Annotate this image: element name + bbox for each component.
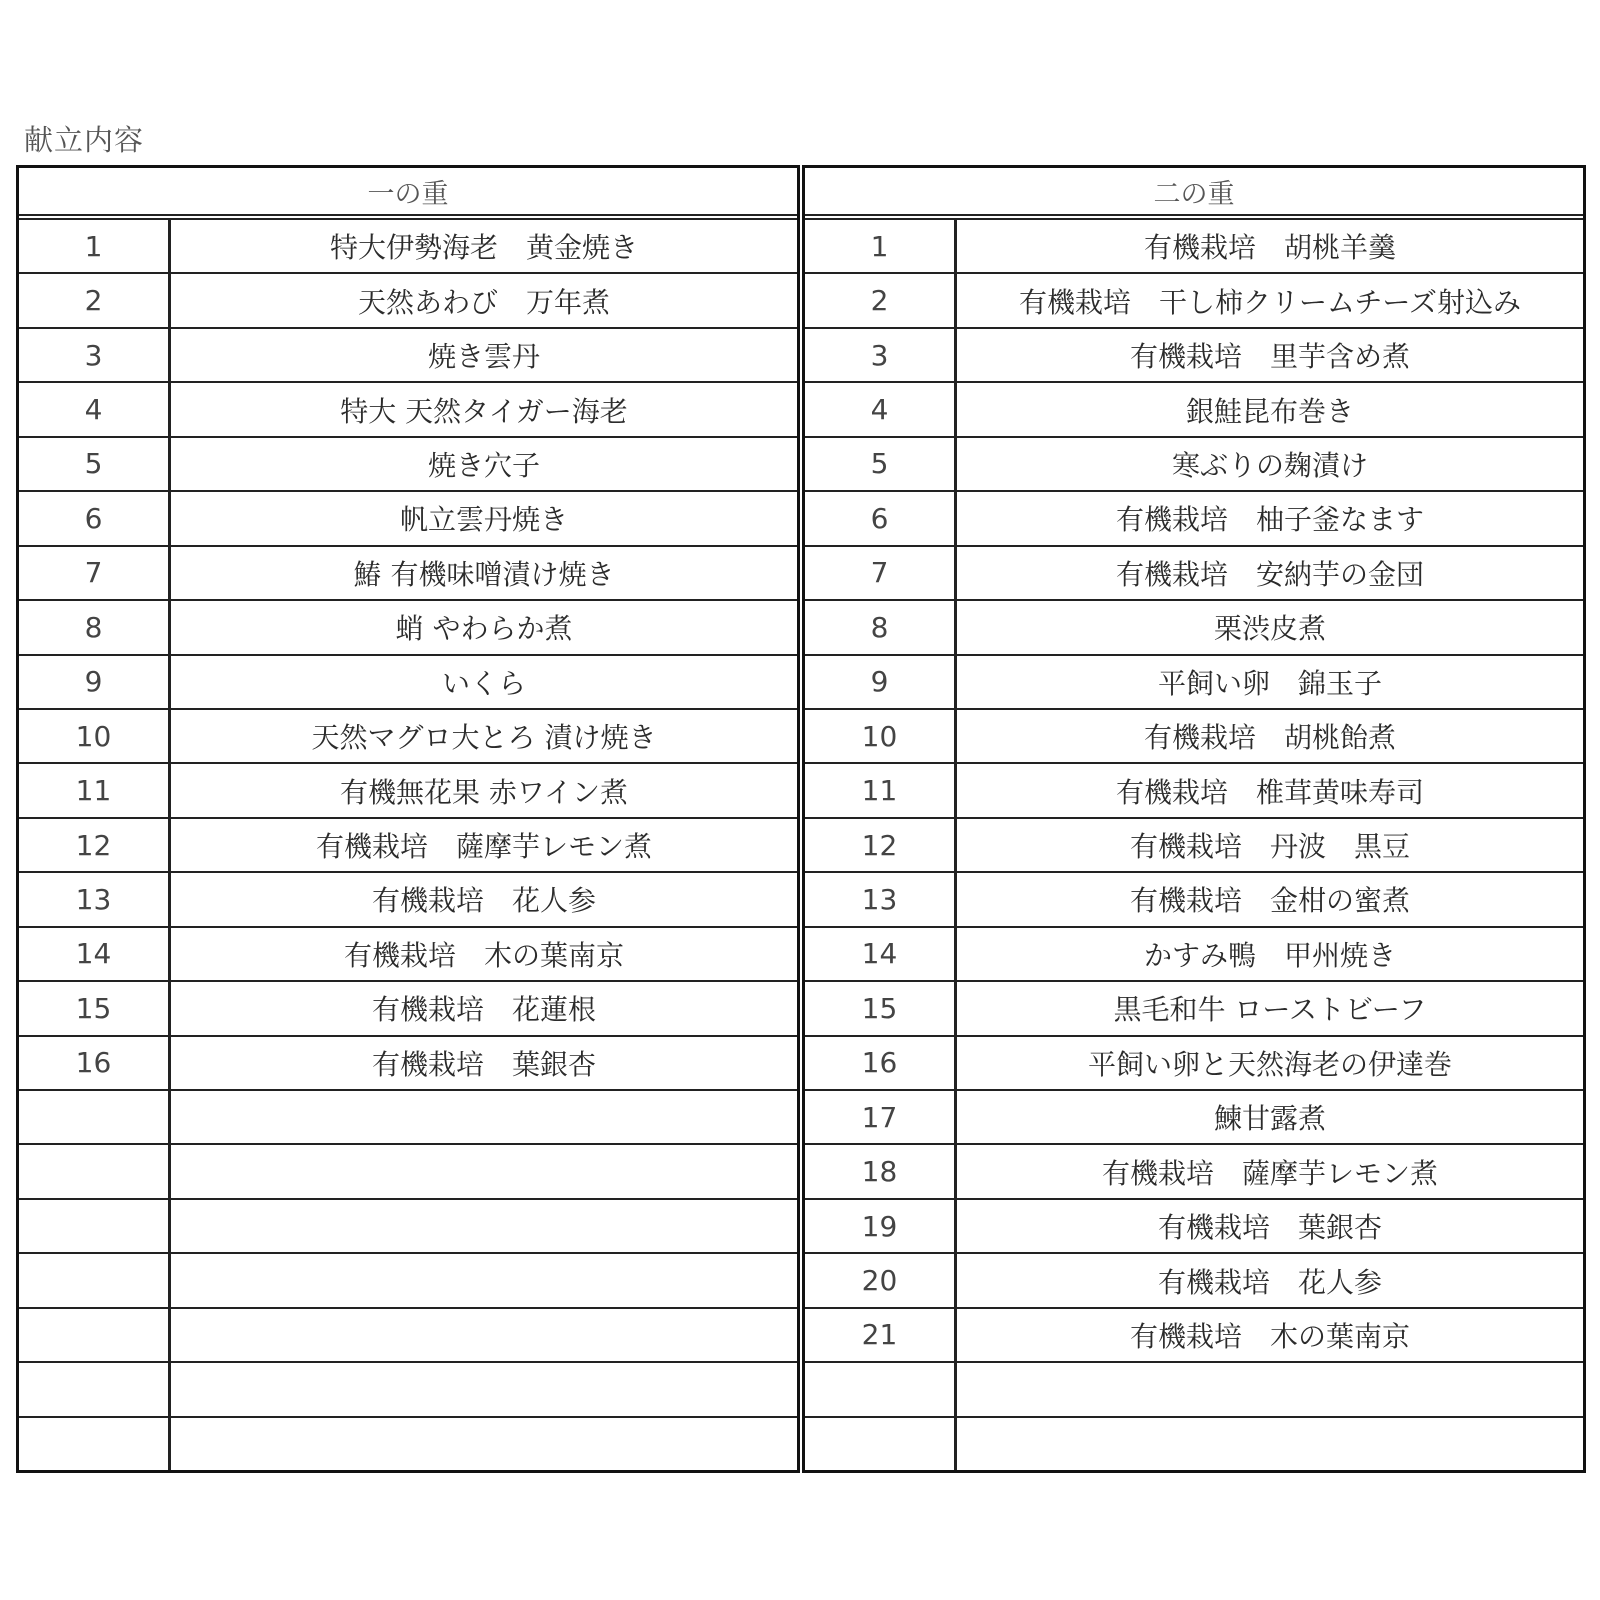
dish-name: 帆立雲丹焼き	[399, 503, 568, 537]
item-number: 10	[805, 710, 957, 762]
dish-name: 有機栽培 丹波 黒豆	[1129, 830, 1410, 864]
item-number: 15	[19, 982, 171, 1034]
tier-2-rows	[805, 220, 1583, 1470]
item-number: 6	[19, 492, 171, 544]
item-number: 16	[805, 1037, 957, 1089]
table-row	[805, 764, 1583, 818]
dish-name	[171, 1363, 797, 1415]
table-row	[19, 764, 797, 818]
tier-1-rows	[19, 220, 797, 1470]
dish-name	[171, 1418, 797, 1470]
item-number	[19, 1309, 171, 1361]
item-number: 13	[805, 873, 957, 925]
dish-name: 天然あわび 万年煮	[357, 285, 610, 319]
item-number: 2	[805, 274, 957, 326]
item-number: 6	[805, 492, 957, 544]
dish-name: 蛸 やわらか煮	[395, 612, 573, 646]
table-row	[19, 710, 797, 764]
table-row	[805, 656, 1583, 710]
dish-name: 有機栽培 薩摩芋レモン煮	[315, 830, 652, 864]
dish-name: 有機栽培 胡桃飴煮	[1143, 721, 1396, 755]
tier-2-table	[802, 165, 1586, 1473]
item-number: 8	[805, 601, 957, 653]
table-row	[19, 1418, 797, 1470]
item-number: 17	[805, 1091, 957, 1143]
tier-2-header: 二の重	[805, 168, 1583, 220]
table-row	[805, 492, 1583, 546]
item-number	[805, 1418, 957, 1470]
item-number: 3	[805, 329, 957, 381]
dish-name: 平飼い卵 錦玉子	[1157, 666, 1382, 700]
table-row	[805, 928, 1583, 982]
dish-name: 特大伊勢海老 黄金焼き	[329, 231, 638, 265]
item-number	[19, 1200, 171, 1252]
item-number: 15	[805, 982, 957, 1034]
dish-name: 焼き雲丹	[427, 340, 540, 374]
table-row	[19, 383, 797, 437]
dish-name: 有機栽培 葉銀杏	[371, 1047, 596, 1081]
item-number: 9	[19, 656, 171, 708]
dish-name: 黒毛和牛 ローストビーフ	[1113, 993, 1427, 1027]
item-number	[19, 1091, 171, 1143]
table-row	[19, 873, 797, 927]
dish-name	[171, 1309, 797, 1361]
table-row	[805, 547, 1583, 601]
item-number: 12	[19, 819, 171, 871]
dish-name: 有機栽培 花人参	[371, 884, 596, 918]
item-number: 16	[19, 1037, 171, 1089]
item-number: 12	[805, 819, 957, 871]
dish-name: かすみ鴨 甲州焼き	[1143, 938, 1396, 972]
table-row	[805, 1145, 1583, 1199]
table-row	[805, 1200, 1583, 1254]
dish-name	[171, 1200, 797, 1252]
item-number: 8	[19, 601, 171, 653]
table-row	[19, 819, 797, 873]
menu-tables	[16, 165, 1586, 1475]
tier-1-table	[16, 165, 800, 1473]
dish-name: 有機栽培 木の葉南京	[1129, 1319, 1410, 1353]
table-row	[19, 656, 797, 710]
dish-name: 有機栽培 金柑の蜜煮	[1129, 884, 1410, 918]
dish-name: 有機栽培 干し柿クリームチーズ射込み	[1018, 285, 1522, 319]
dish-name: 有機栽培 葉銀杏	[1157, 1211, 1382, 1245]
item-number: 5	[805, 438, 957, 490]
table-row	[805, 220, 1583, 274]
dish-name: いくら	[441, 666, 526, 700]
dish-name: 有機栽培 胡桃羊羹	[1143, 231, 1396, 265]
item-number	[19, 1254, 171, 1306]
dish-name: 鰊甘露煮	[1213, 1102, 1326, 1136]
table-row	[805, 383, 1583, 437]
table-row	[805, 819, 1583, 873]
table-row	[19, 438, 797, 492]
dish-name	[957, 1363, 1583, 1415]
dish-name	[171, 1145, 797, 1197]
item-number	[19, 1363, 171, 1415]
table-row	[19, 982, 797, 1036]
dish-name: 平飼い卵と天然海老の伊達巻	[1087, 1047, 1452, 1081]
dish-name: 天然マグロ大とろ 漬け焼き	[311, 721, 657, 755]
table-row	[805, 274, 1583, 328]
item-number	[19, 1418, 171, 1470]
table-row	[19, 547, 797, 601]
tier-1-header: 一の重	[19, 168, 797, 220]
table-row	[19, 1037, 797, 1091]
dish-name: 有機栽培 花人参	[1157, 1265, 1382, 1299]
dish-name	[957, 1418, 1583, 1470]
dish-name: 有機栽培 安納芋の金団	[1115, 557, 1424, 591]
item-number: 14	[19, 928, 171, 980]
table-row	[19, 1200, 797, 1254]
table-row	[805, 873, 1583, 927]
item-number: 20	[805, 1254, 957, 1306]
table-row	[19, 329, 797, 383]
item-number: 7	[19, 547, 171, 599]
item-number: 19	[805, 1200, 957, 1252]
item-number: 11	[19, 764, 171, 816]
table-row	[805, 1254, 1583, 1308]
dish-name: 銀鮭昆布巻き	[1185, 394, 1354, 428]
dish-name	[171, 1091, 797, 1143]
table-row	[19, 220, 797, 274]
table-row	[19, 601, 797, 655]
dish-name: 有機栽培 里芋含め煮	[1129, 340, 1410, 374]
dish-name: 有機栽培 花蓮根	[371, 993, 596, 1027]
item-number: 11	[805, 764, 957, 816]
table-row	[805, 601, 1583, 655]
table-row	[805, 1037, 1583, 1091]
dish-name: 有機無花果 赤ワイン煮	[339, 775, 629, 809]
table-row	[805, 1309, 1583, 1363]
table-row	[805, 1363, 1583, 1417]
dish-name: 鰆 有機味噌漬け焼き	[353, 557, 615, 591]
item-number: 14	[805, 928, 957, 980]
item-number: 1	[19, 220, 171, 272]
dish-name: 焼き穴子	[427, 448, 540, 482]
table-row	[19, 492, 797, 546]
item-number: 5	[19, 438, 171, 490]
item-number: 21	[805, 1309, 957, 1361]
dish-name: 有機栽培 木の葉南京	[343, 938, 624, 972]
table-row	[805, 438, 1583, 492]
table-row	[805, 1091, 1583, 1145]
dish-name: 特大 天然タイガー海老	[340, 394, 628, 428]
table-row	[805, 329, 1583, 383]
dish-name	[171, 1254, 797, 1306]
dish-name: 有機栽培 椎茸黄味寿司	[1115, 775, 1424, 809]
table-row	[19, 274, 797, 328]
item-number: 7	[805, 547, 957, 599]
item-number: 1	[805, 220, 957, 272]
dish-name: 栗渋皮煮	[1213, 612, 1326, 646]
dish-name: 寒ぶりの麹漬け	[1171, 448, 1368, 482]
item-number: 4	[19, 383, 171, 435]
item-number: 2	[19, 274, 171, 326]
item-number: 10	[19, 710, 171, 762]
table-row	[19, 1091, 797, 1145]
table-row	[805, 1418, 1583, 1470]
table-row	[19, 928, 797, 982]
table-row	[805, 710, 1583, 764]
item-number	[805, 1363, 957, 1415]
table-row	[19, 1145, 797, 1199]
item-number: 13	[19, 873, 171, 925]
item-number	[19, 1145, 171, 1197]
item-number: 4	[805, 383, 957, 435]
item-number: 9	[805, 656, 957, 708]
table-row	[19, 1254, 797, 1308]
document-title: 献立内容	[24, 123, 145, 157]
table-row	[19, 1363, 797, 1417]
dish-name: 有機栽培 柚子釜なます	[1115, 503, 1424, 537]
item-number: 18	[805, 1145, 957, 1197]
table-row	[805, 982, 1583, 1036]
item-number: 3	[19, 329, 171, 381]
dish-name: 有機栽培 薩摩芋レモン煮	[1101, 1156, 1438, 1190]
table-row	[19, 1309, 797, 1363]
